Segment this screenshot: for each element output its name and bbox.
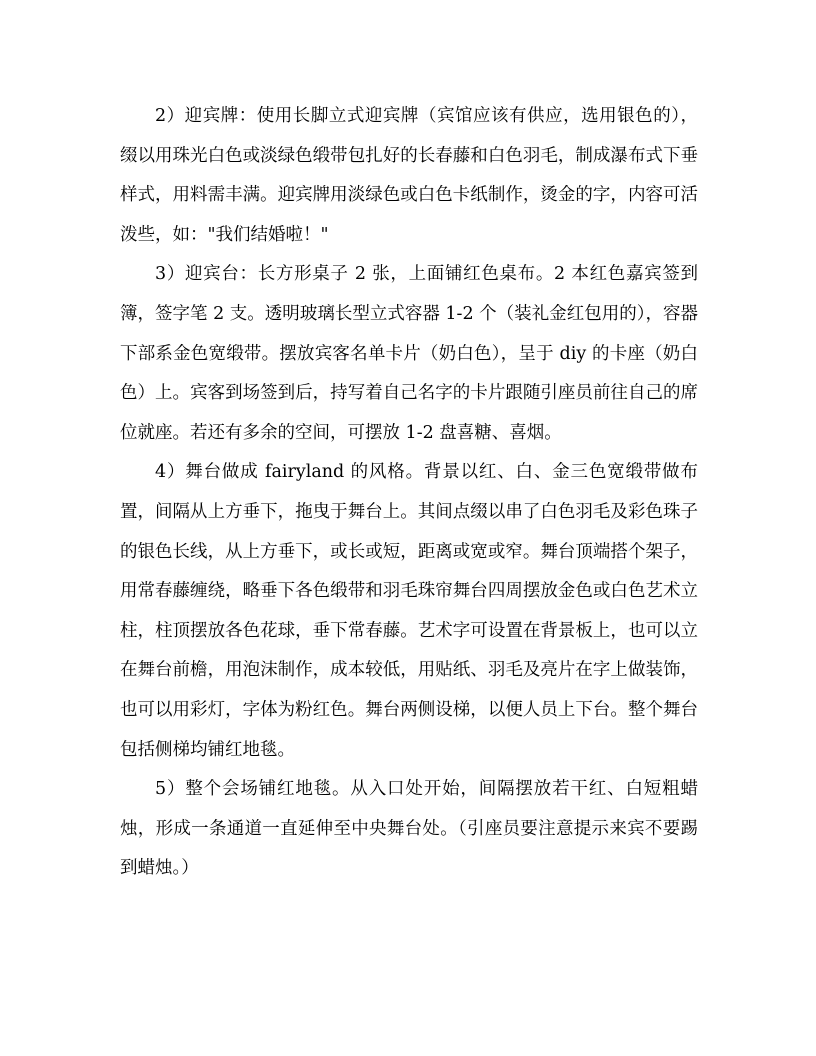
document-page bbox=[120, 97, 698, 889]
paragraph-venue-carpet: 5）整个会场铺红地毯。从入口处开始，间隔摆放若干红、白短粗蜡烛，形成一条通道一直延伸至中央舞台处。（引座员要注意提示来宾不要踢到蜡烛。） bbox=[120, 779, 698, 879]
paragraph-stage: 4）舞台做成 fairyland 的风格。背景以红、白、金三色宽缎带做布置，间隔从上方垂下，拖曳于舞台上。其间点缀以串了白色羽毛及彩色珠子的银色长线，从上方垂下，或长或短，距离或宽或窄。舞台顶端搭个架子，用常春藤缠绕，略垂下各色缎带和羽毛珠帘舞台四周摆放金色或白色艺术立柱，柱顶摆放各色花球，垂下常春藤。艺术字可设置在背景板上，也可以立在舞台前檐，用泡沫制作，成本较低，用贴纸、羽毛及亮片在字上做装饰，也可以用彩灯，字体为粉红色。舞台两侧设梯，以便人员上下台。整个舞台包括侧梯均铺红地毯。 bbox=[120, 462, 698, 760]
paragraph-welcome-table: 3）迎宾台：长方形桌子 2 张，上面铺红色桌布。2 本红色嘉宾签到簿，签字笔 2 支。透明玻璃长型立式容器 1-2 个（装礼金红包用的），容器下部系金色宽缎带。摆放宾客名单卡片（奶白色），呈于 diy 的卡座（奶白色）上。宾客到场签到后，持写着自己名字的卡片跟随引座员前往自己的席位就座。若还有多余的空间，可摆放 1-2 盘喜糖、喜烟。 bbox=[120, 264, 698, 443]
paragraph-welcome-sign: 2）迎宾牌：使用长脚立式迎宾牌（宾馆应该有供应，选用银色的），缀以用珠光白色或淡绿色缎带包扎好的长春藤和白色羽毛，制成瀑布式下垂样式，用料需丰满。迎宾牌用淡绿色或白色卡纸制作，烫金的字，内容可活泼些，如："我们结婚啦！" bbox=[120, 106, 698, 245]
